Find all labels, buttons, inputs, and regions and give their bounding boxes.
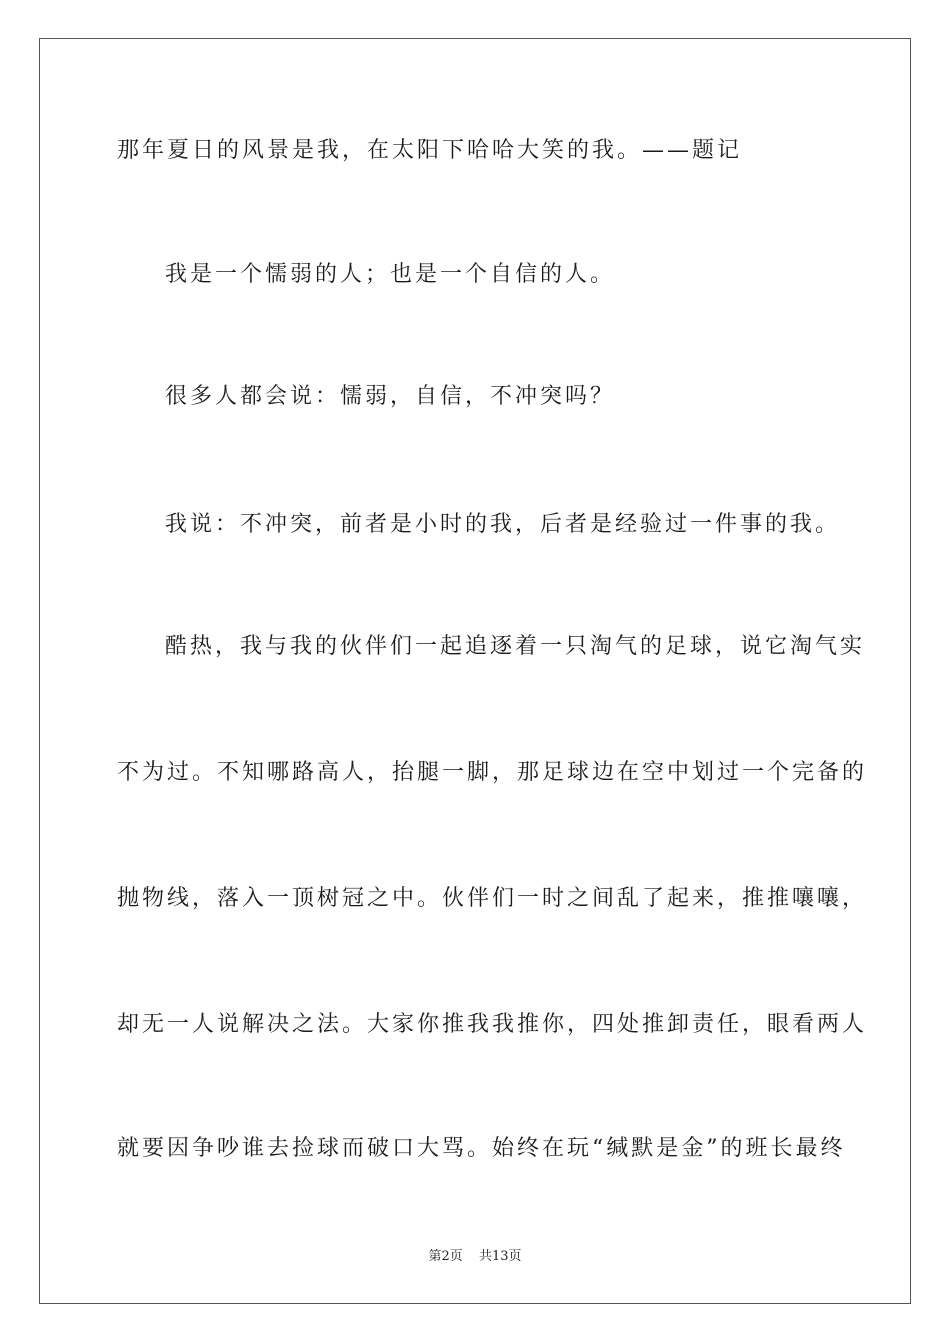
paragraph-line: 抛物线，落入一顶树冠之中。伙伴们一时之间乱了起来，推推嚷嚷， xyxy=(117,886,868,911)
epigraph-line: 那年夏日的风景是我，在太阳下哈哈大笑的我。——题记 xyxy=(117,138,743,163)
paragraph-line: 我说：不冲突，前者是小时的我，后者是经验过一件事的我。 xyxy=(165,512,841,537)
page-total: 共13页 xyxy=(478,1249,522,1264)
paragraph-line: 酷热，我与我的伙伴们一起追逐着一只淘气的足球，说它淘气实 xyxy=(165,634,866,659)
page-footer xyxy=(0,1248,950,1266)
paragraph-line: 我是一个懦弱的人；也是一个自信的人。 xyxy=(165,262,616,287)
paragraph-line: 不为过。不知哪路高人，抬腿一脚，那足球边在空中划过一个完备的 xyxy=(117,760,868,785)
page-border xyxy=(39,38,911,1304)
paragraph-line: 却无一人说解决之法。大家你推我我推你，四处推卸责任，眼看两人 xyxy=(117,1012,868,1037)
page-number: 第2页 xyxy=(428,1249,463,1264)
paragraph-line: 很多人都会说：懦弱，自信，不冲突吗？ xyxy=(165,384,616,409)
paragraph-line: 就要因争吵谁去捡球而破口大骂。始终在玩“缄默是金”的班长最终 xyxy=(117,1136,846,1161)
